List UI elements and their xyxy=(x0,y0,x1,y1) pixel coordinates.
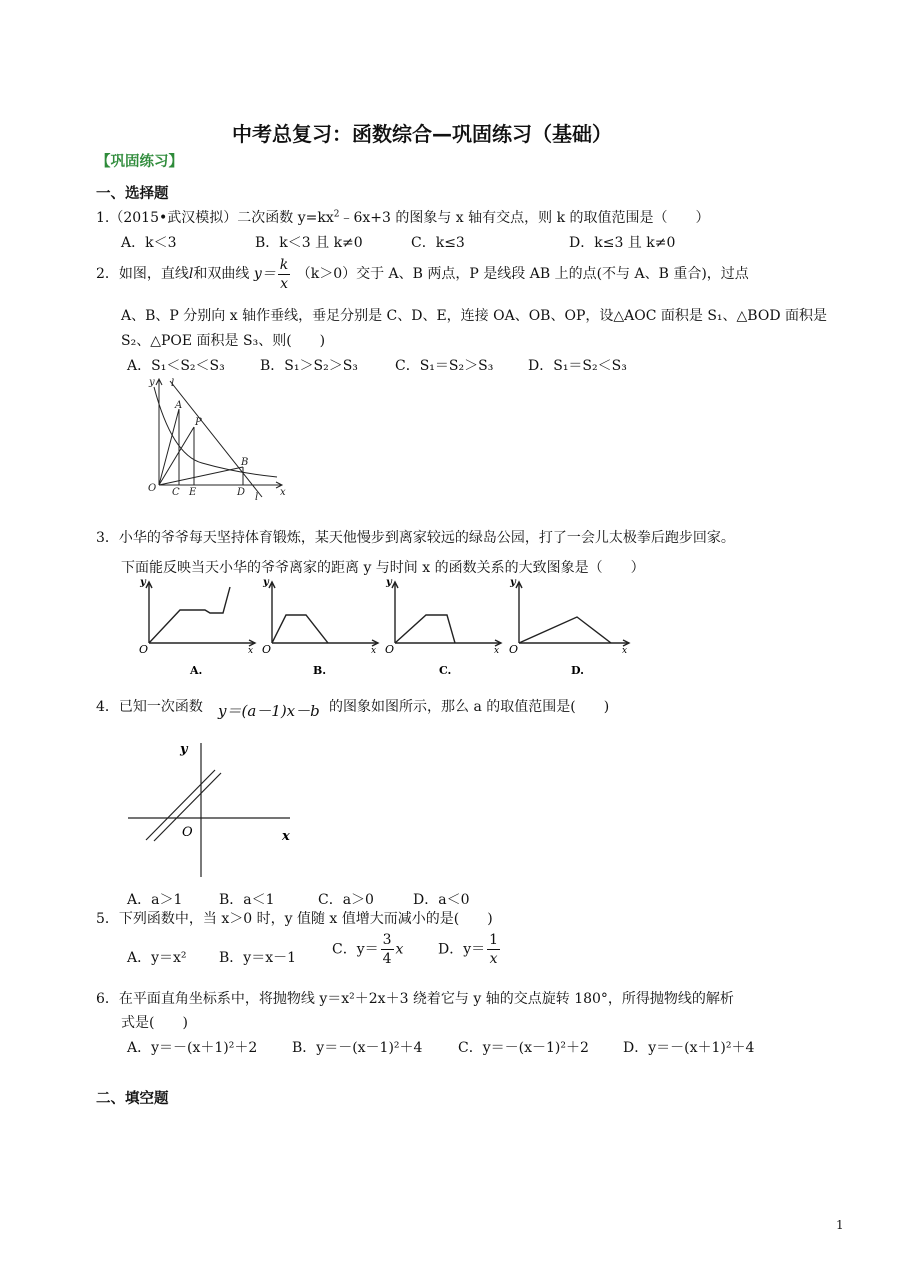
q6-option-c: C．y＝－(x－1)²＋2 xyxy=(458,1040,589,1056)
q2-option-a: A．S₁＜S₂＜S₃ xyxy=(127,358,225,374)
q2-segment-oa xyxy=(159,409,179,485)
q2-line1-pre: 2．如图，直线 xyxy=(96,266,189,282)
q2-label-x: x xyxy=(280,487,286,498)
q2-frac-lhs: y＝ xyxy=(253,266,276,282)
q5-optc-pre: C．y＝ xyxy=(332,941,379,958)
question-2-line-2: A、B、P 分别向 x 轴作垂线，垂足分别是 C、D、E，连接 OA、OB、OP，设△AOC 面积是 S₁、△BOD 面积是 xyxy=(121,308,828,324)
q4-option-b: B．a＜1 xyxy=(219,892,275,908)
q4-label-y: y xyxy=(180,742,188,757)
q3d-axis-y: y xyxy=(510,577,516,588)
q3-graph-c xyxy=(381,575,506,680)
q2-label-l-top: l xyxy=(171,378,175,389)
q2-line-l: l xyxy=(188,266,194,282)
q5-optd-pre: D．y＝ xyxy=(438,941,486,958)
q3-label-d: D. xyxy=(571,664,584,677)
q3b-axis-y: y xyxy=(263,577,269,588)
q4-label-o: O xyxy=(182,825,193,840)
q1-text-pre: 1.（2015•武汉模拟）二次函数 y=kx xyxy=(96,210,334,226)
q1-sup: 2 xyxy=(333,209,340,220)
q2-line1-post: （k＞0）交于 A、B 两点，P 是线段 AB 上的点(不与 A、B 重合)，过点 xyxy=(296,266,749,282)
q3d-origin: O xyxy=(509,643,519,656)
q2-line1-mid: 和双曲线 xyxy=(193,266,250,282)
q2-label-a: A xyxy=(175,400,183,411)
q2-label-o: O xyxy=(148,483,157,494)
q3-graph-d xyxy=(505,575,635,680)
q3c-origin: O xyxy=(385,643,395,656)
q1-option-d: D．k≤3 且 k≠0 xyxy=(569,235,676,251)
q3b-origin: O xyxy=(262,643,272,656)
question-5-text: 5．下列函数中，当 x＞0 时，y 值随 x 值增大而减小的是( ) xyxy=(96,911,493,927)
q2-option-d: D．S₁＝S₂＜S₃ xyxy=(528,358,627,374)
q3a-origin: O xyxy=(139,643,149,656)
q5-option-c xyxy=(332,933,403,966)
q5-option-b: B．y＝x－1 xyxy=(219,950,296,966)
q3-graph-b xyxy=(258,575,383,680)
q1-option-b: B．k＜3 且 k≠0 xyxy=(255,235,363,251)
q3a-axis-x: x xyxy=(248,646,254,656)
q2-figure xyxy=(142,375,292,501)
q2-fraction xyxy=(278,258,290,291)
q2-frac-den: x xyxy=(280,275,288,292)
q4-text-pre: 4．已知一次函数 xyxy=(96,699,203,715)
q3b-axis-x: x xyxy=(371,646,377,656)
q2-frac-num: k xyxy=(279,256,289,273)
q2-option-b: B．S₁＞S₂＞S₃ xyxy=(260,358,358,374)
section-choice-heading: 一、选择题 xyxy=(96,186,169,202)
q2-label-y: y xyxy=(149,377,155,388)
q2-label-l-bot: l xyxy=(255,492,259,501)
q5-optd-den: x xyxy=(489,951,498,967)
q2-option-c: C．S₁＝S₂＞S₃ xyxy=(395,358,494,374)
q4-text-post: 的图象如图所示，那么 a 的取值范围是( ) xyxy=(329,699,610,715)
q4-line-1 xyxy=(146,770,215,840)
q1-option-c: C．k≤3 xyxy=(411,235,465,251)
q2-label-p: P xyxy=(195,417,202,428)
q6-option-d: D．y＝－(x＋1)²＋4 xyxy=(623,1040,755,1056)
q5-option-a: A．y＝x² xyxy=(127,950,187,966)
q6-option-b: B．y＝－(x－1)²＋4 xyxy=(292,1040,423,1056)
section-practice-heading: 【巩固练习】 xyxy=(96,154,183,170)
q2-label-b: B xyxy=(241,457,249,468)
q3a-axis-y: y xyxy=(140,577,146,588)
q5-optc-fraction xyxy=(381,933,394,966)
question-2-line-3: S₂、△POE 面积是 S₃、则( ) xyxy=(121,333,326,349)
q6-option-a: A．y＝－(x＋1)²＋2 xyxy=(127,1040,258,1056)
question-6-line-2: 式是( ) xyxy=(121,1015,188,1031)
q3-graph-a xyxy=(135,575,260,680)
q3-label-b: B. xyxy=(313,664,327,677)
q3d-axis-x: x xyxy=(622,646,628,656)
question-2-line-1 xyxy=(96,256,749,292)
q3c-axis-y: y xyxy=(386,577,392,588)
section-fill-heading: 二、填空题 xyxy=(96,1091,169,1107)
question-1-text xyxy=(96,207,710,227)
q4-formula: y＝(a－1)x－b xyxy=(218,702,320,720)
question-3-line-2: 下面能反映当天小华的爷爷离家的距离 y 与时间 x 的函数关系的大致图象是（ ） xyxy=(121,560,645,576)
q4-label-x: x xyxy=(282,829,290,844)
q3d-curve xyxy=(519,617,611,643)
question-3-line-1: 3．小华的爷爷每天坚持体育锻炼，某天他慢步到离家较远的绿岛公园，打了一会儿太极拳后跑步回家。 xyxy=(96,530,735,546)
q5-optc-num: 3 xyxy=(382,932,392,948)
q4-option-a: A．a＞1 xyxy=(127,892,183,908)
q5-optd-num: 1 xyxy=(489,932,499,948)
q1-option-a: A．k＜3 xyxy=(121,235,177,251)
q3c-curve xyxy=(395,615,455,643)
q2-label-d: D xyxy=(237,487,246,498)
q2-segment-ob xyxy=(159,467,243,485)
q4-option-c: C．a＞0 xyxy=(318,892,374,908)
q4-option-d: D．a＜0 xyxy=(413,892,470,908)
q3c-axis-x: x xyxy=(494,646,500,656)
question-6-line-1: 6．在平面直角坐标系中，将抛物线 y＝x²＋2x＋3 绕着它与 y 轴的交点旋转 180°，所得抛物线的解析 xyxy=(96,991,734,1007)
q5-optc-post: x xyxy=(395,941,404,958)
q2-label-c: C xyxy=(172,487,180,498)
q3a-curve xyxy=(149,587,230,643)
page-number: 1 xyxy=(836,1218,844,1232)
q5-optc-den: 4 xyxy=(382,951,392,967)
q4-figure xyxy=(125,735,305,880)
page-title: 中考总复习：函数综合—巩固练习（基础） xyxy=(232,122,612,146)
q2-label-e: E xyxy=(189,487,197,498)
q3-label-c: C. xyxy=(439,664,452,677)
q5-option-d xyxy=(438,933,502,966)
q1-text-post: ﹣6x+3 的图象与 x 轴有交点，则 k 的取值范围是（ ） xyxy=(339,210,710,226)
q3b-curve xyxy=(272,615,328,643)
q3-label-a: A. xyxy=(190,664,203,677)
q5-optd-fraction xyxy=(487,933,500,966)
